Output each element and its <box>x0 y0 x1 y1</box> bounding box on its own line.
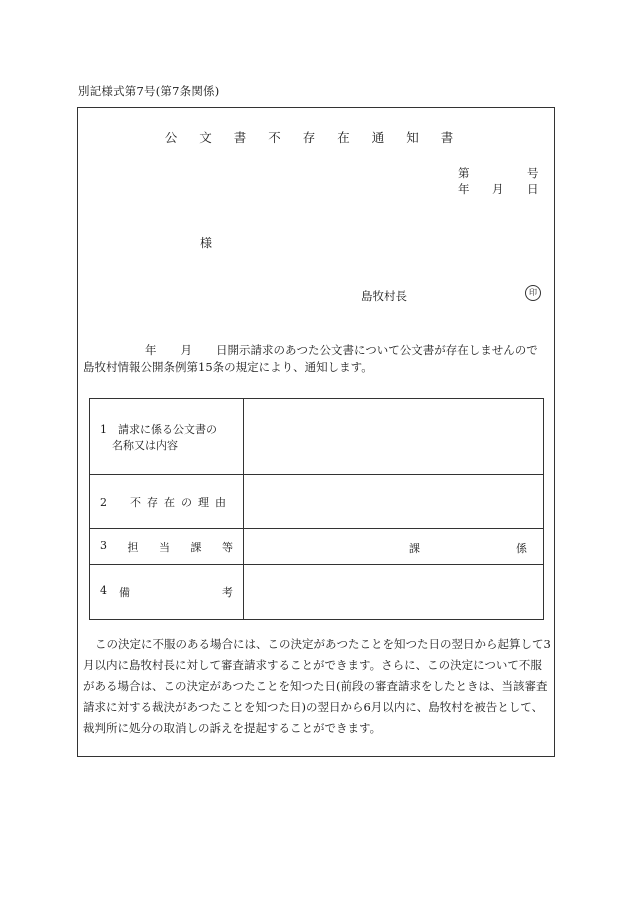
body-year: 年 <box>145 343 157 357</box>
row2-label-text: 2 不存在の理由 <box>100 495 232 509</box>
addressee-suffix: 様 <box>200 236 213 250</box>
row3-label <box>90 529 244 565</box>
row4-number: 4 <box>100 584 107 597</box>
row4-char: 備 <box>119 586 130 599</box>
footer-notice: この決定に不服のある場合には、この決定があつたことを知つた日の翌日から起算して3月以内に島牧村長に対して審査請求することができます。さらに、この決定について不服がある場合は、この決定があつたことを知つた日(前段の審査請求をしたときは、当該審査請求に対する裁決があつたことを知つた日)の翌日から6月以内に、島牧村を被告として、裁判所に処分の取消しの訴えを提起することができます。 <box>83 637 551 735</box>
row3-char: 課 <box>190 540 202 554</box>
body-month: 月 <box>180 343 192 357</box>
row3-value-cell[interactable] <box>244 529 544 565</box>
row1-value-cell[interactable] <box>244 399 544 475</box>
row2-label <box>90 475 244 529</box>
table-row <box>90 399 544 475</box>
seal-mark: 印 <box>525 285 541 301</box>
table-row <box>90 565 544 620</box>
info-table <box>89 398 544 620</box>
row3-char: 等 <box>222 540 233 554</box>
date-year: 年 <box>458 182 470 196</box>
row3-kakari-label: 係 <box>516 542 527 555</box>
table-row <box>90 529 544 565</box>
row3-number: 3 <box>100 538 107 552</box>
date-day: 日 <box>527 182 539 196</box>
body-line-2: 島牧村情報公開条例第15条の規定により、通知します。 <box>83 360 373 374</box>
number-prefix: 第 <box>458 166 470 180</box>
row3-ka-label: 課 <box>409 542 420 555</box>
issuer-name: 島牧村長 <box>361 289 407 303</box>
number-suffix: 号 <box>527 166 539 180</box>
row1-label-line-b: 名称又は内容 <box>112 438 178 452</box>
date-month: 月 <box>492 182 504 196</box>
row4-char: 考 <box>222 586 233 599</box>
body-line-1-text: 日開示請求のあつた公文書について公文書が存在しませんので <box>216 343 538 357</box>
row1-label-line-a: 1 請求に係る公文書の <box>100 422 217 436</box>
row1-label <box>90 399 244 475</box>
row4-label <box>90 565 244 620</box>
row4-value-cell[interactable] <box>244 565 544 620</box>
row3-char: 担 <box>127 540 139 554</box>
row3-char: 当 <box>159 540 170 554</box>
document-title: 公文書不存在通知書 <box>164 130 476 145</box>
form-caption: 別記様式第7号(第7条関係) <box>78 84 220 98</box>
table-row <box>90 475 544 529</box>
row2-value-cell[interactable] <box>244 475 544 529</box>
